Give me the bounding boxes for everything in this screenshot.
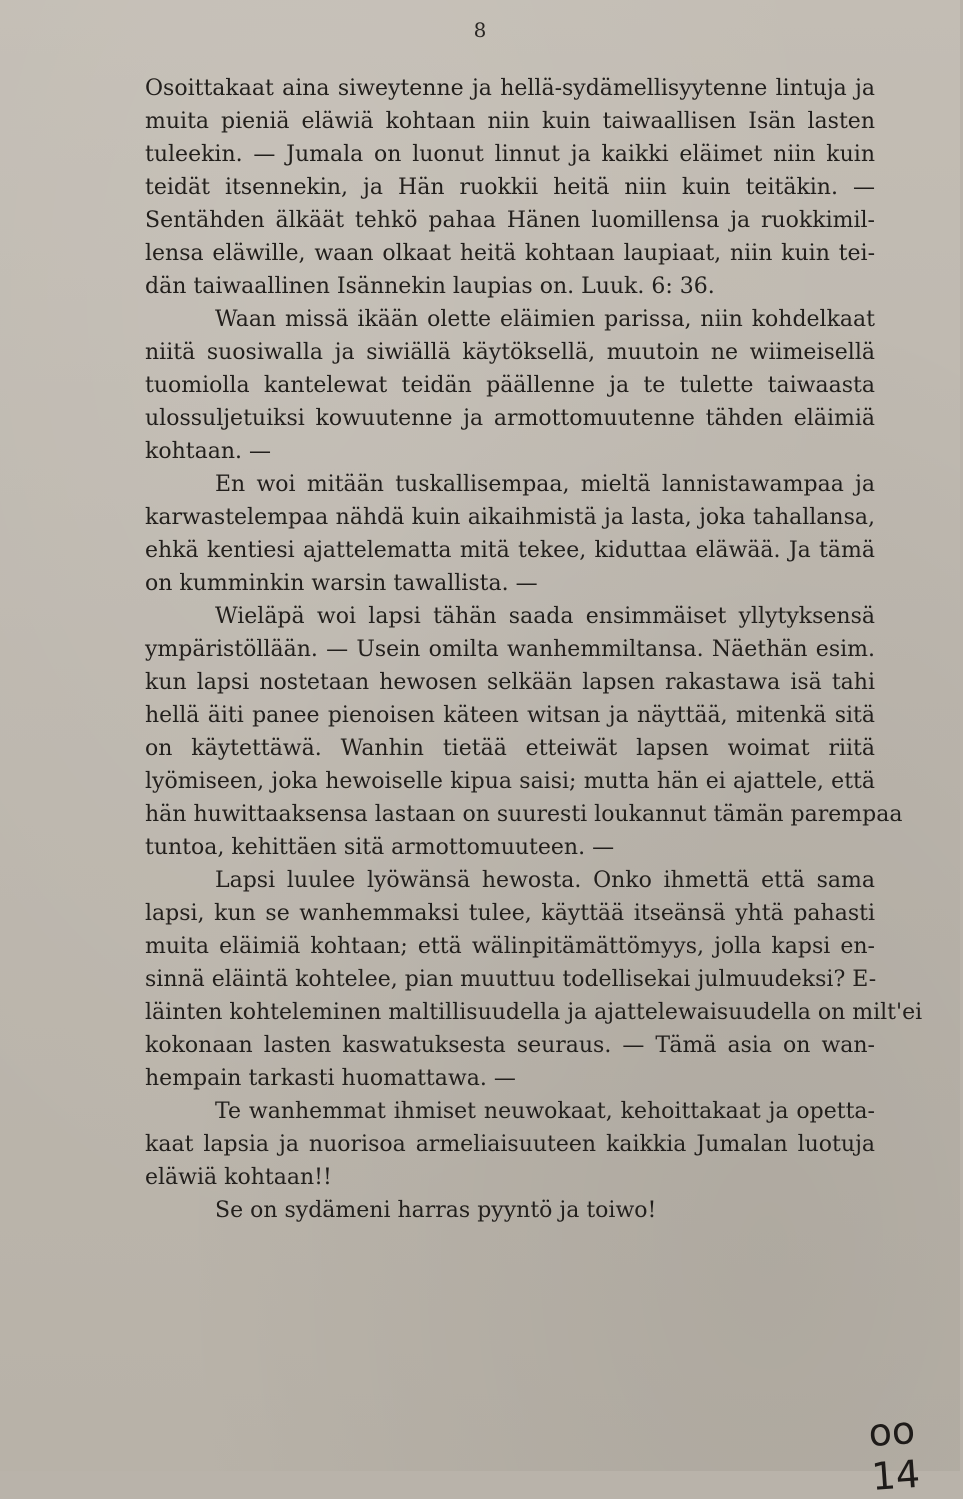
- text-line: Lapsi luulee lyöwänsä hewosta. Onko ihmettä että sama: [215, 868, 875, 893]
- text-line: kohtaan. —: [145, 439, 271, 464]
- text-line: tuleekin. — Jumala on luonut linnut ja kaikki eläimet niin kuin: [145, 142, 875, 167]
- text-line: muita pieniä eläwiä kohtaan niin kuin taiwaallisen Isän lasten: [145, 109, 875, 134]
- text-line: on kumminkin warsin tawallista. —: [145, 571, 538, 596]
- text-line: kaat lapsia ja nuorisoa armeliaisuuteen kaikkia Jumalan luotuja: [145, 1132, 875, 1157]
- text-line: lyömiseen, joka hewoiselle kipua saisi; mutta hän ei ajattele, että: [145, 769, 875, 794]
- text-line: lapsi, kun se wanhemmaksi tulee, käyttää itseänsä yhtä pahasti: [145, 901, 875, 926]
- text-line: hellä äiti panee pienoisen käteen witsan ja näyttää, mitenkä sitä: [145, 703, 875, 728]
- text-line: Osoittakaat aina siweytenne ja hellä-sydämellisyytenne lintuja ja: [145, 76, 875, 101]
- page-number: 8: [473, 18, 487, 42]
- handwritten-page-mark: oo 14: [867, 1408, 922, 1499]
- text-line: teidät itsennekin, ja Hän ruokkii heitä niin kuin teitäkin. —: [145, 175, 875, 200]
- text-line: kun lapsi nostetaan hewosen selkään lapsen rakastawa isä tahi: [145, 670, 875, 695]
- body-text: [145, 72, 923, 1227]
- text-line: hempain tarkasti huomattawa. —: [145, 1066, 516, 1091]
- text-line: tuomiolla kantelewat teidän päällenne ja te tulette taiwaasta: [145, 373, 875, 398]
- text-line: Wieläpä woi lapsi tähän saada ensimmäiset yllytyksensä: [215, 604, 875, 629]
- text-line: on käytettäwä. Wanhin tietää etteiwät lapsen woimat riitä: [145, 736, 875, 761]
- text-line: Waan missä ikään olette eläimien parissa, niin kohdelkaat: [215, 307, 875, 332]
- text-line: tuntoa, kehittäen sitä armottomuuteen. —: [145, 835, 615, 860]
- text-line: eläwiä kohtaan!!: [145, 1165, 332, 1190]
- text-line: dän taiwaallinen Isännekin laupias on. Luuk. 6: 36.: [145, 274, 715, 299]
- text-line: muita eläimiä kohtaan; että wälinpitämättömyys, jolla kapsi en-: [145, 934, 875, 959]
- text-line: kokonaan lasten kaswatuksesta seuraus. — Tämä asia on wan-: [145, 1033, 875, 1058]
- text-line: lensa eläwille, waan olkaat heitä kohtaan laupiaat, niin kuin tei-: [145, 241, 875, 266]
- text-line: Se on sydämeni harras pyyntö ja toiwo!: [215, 1198, 657, 1223]
- text-line: ulossuljetuiksi kowuutenne ja armottomuutenne tähden eläimiä: [145, 406, 875, 431]
- text-line: ympäristöllään. — Usein omilta wanhemmiltansa. Näethän esim.: [145, 637, 875, 662]
- text-line: sinnä eläintä kohtelee, pian muuttuu todellisekai julmuudeksi? E-: [145, 967, 877, 992]
- text-line: Te wanhemmat ihmiset neuwokaat, kehoittakaat ja opetta-: [215, 1099, 875, 1124]
- text-line: Sentähden älkäät tehkö pahaa Hänen luomillensa ja ruokkimil-: [145, 208, 875, 233]
- text-line: niitä suosiwalla ja siwiällä käytöksellä, muutoin ne wiimeisellä: [145, 340, 875, 365]
- text-line: En woi mitään tuskallisempaa, mieltä lannistawampaa ja: [215, 472, 875, 497]
- text-line: ehkä kentiesi ajattelematta mitä tekee, kiduttaa eläwää. Ja tämä: [145, 538, 875, 563]
- text-line: läinten kohteleminen maltillisuudella ja ajattelewaisuudella on milt'ei: [145, 1000, 923, 1025]
- text-line: karwastelempaa nähdä kuin aikaihmistä ja lasta, joka tahallansa,: [145, 505, 875, 530]
- text-line: hän huwittaaksensa lastaan on suuresti loukannut tämän parempaa: [145, 802, 903, 827]
